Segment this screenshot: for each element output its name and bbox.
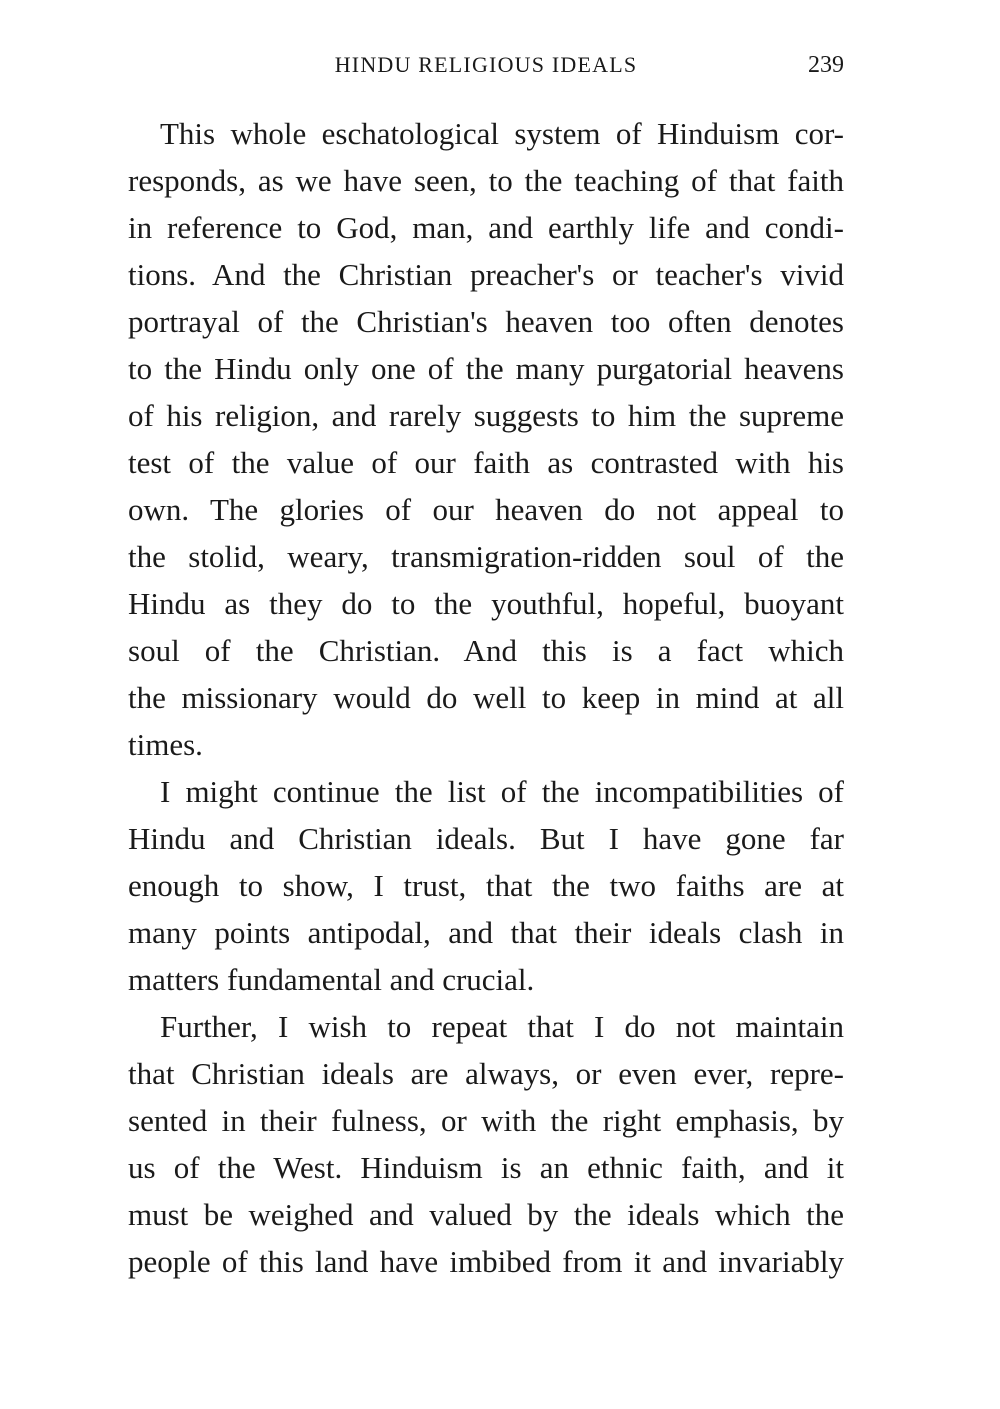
text-line: Hindu and Christian ideals. But I have gone far <box>128 821 844 856</box>
text-line: matters fundamental and crucial. <box>128 962 535 997</box>
text-line: Hindu as they do to the youthful, hopeful, buoyant <box>128 586 844 621</box>
text-line: many points antipodal, and that their ideals clash in <box>128 915 844 950</box>
text-line: tions. And the Christian preacher's or teacher's vivid <box>128 257 844 292</box>
text-line: that Christian ideals are always, or even ever, repre- <box>128 1056 844 1091</box>
text-line: sented in their fulness, or with the right emphasis, by <box>128 1103 844 1138</box>
running-head <box>128 48 844 88</box>
text-line: people of this land have imbibed from it and invariably <box>128 1244 844 1279</box>
body-text <box>128 110 844 1285</box>
text-line: of his religion, and rarely suggests to him the supreme <box>128 398 844 433</box>
text-line: This whole eschatological system of Hinduism cor- <box>160 116 844 151</box>
text-line: test of the value of our faith as contrasted with his <box>128 445 844 480</box>
text-line: to the Hindu only one of the many purgatorial heavens <box>128 351 844 386</box>
running-title: HINDU RELIGIOUS IDEALS <box>334 52 638 77</box>
paragraph-1 <box>128 110 844 768</box>
text-line: enough to show, I trust, that the two faiths are at <box>128 868 844 903</box>
text-line: own. The glories of our heaven do not appeal to <box>128 492 844 527</box>
page-number: 239 <box>808 52 844 78</box>
paragraph-3 <box>128 1003 844 1285</box>
text-line: the stolid, weary, transmigration-ridden soul of the <box>128 539 844 574</box>
text-line: I might continue the list of the incompatibilities of <box>160 774 844 809</box>
text-line: must be weighed and valued by the ideals which the <box>128 1197 844 1232</box>
text-line: times. <box>128 727 203 762</box>
text-line: Further, I wish to repeat that I do not maintain <box>160 1009 844 1044</box>
text-line: in reference to God, man, and earthly life and condi- <box>128 210 844 245</box>
text-line: the missionary would do well to keep in mind at all <box>128 680 844 715</box>
book-page <box>128 48 844 1348</box>
text-line: responds, as we have seen, to the teaching of that faith <box>128 163 844 198</box>
text-line: soul of the Christian. And this is a fact which <box>128 633 844 668</box>
text-line: portrayal of the Christian's heaven too often denotes <box>128 304 844 339</box>
paragraph-2 <box>128 768 844 1003</box>
text-line: us of the West. Hinduism is an ethnic faith, and it <box>128 1150 844 1185</box>
